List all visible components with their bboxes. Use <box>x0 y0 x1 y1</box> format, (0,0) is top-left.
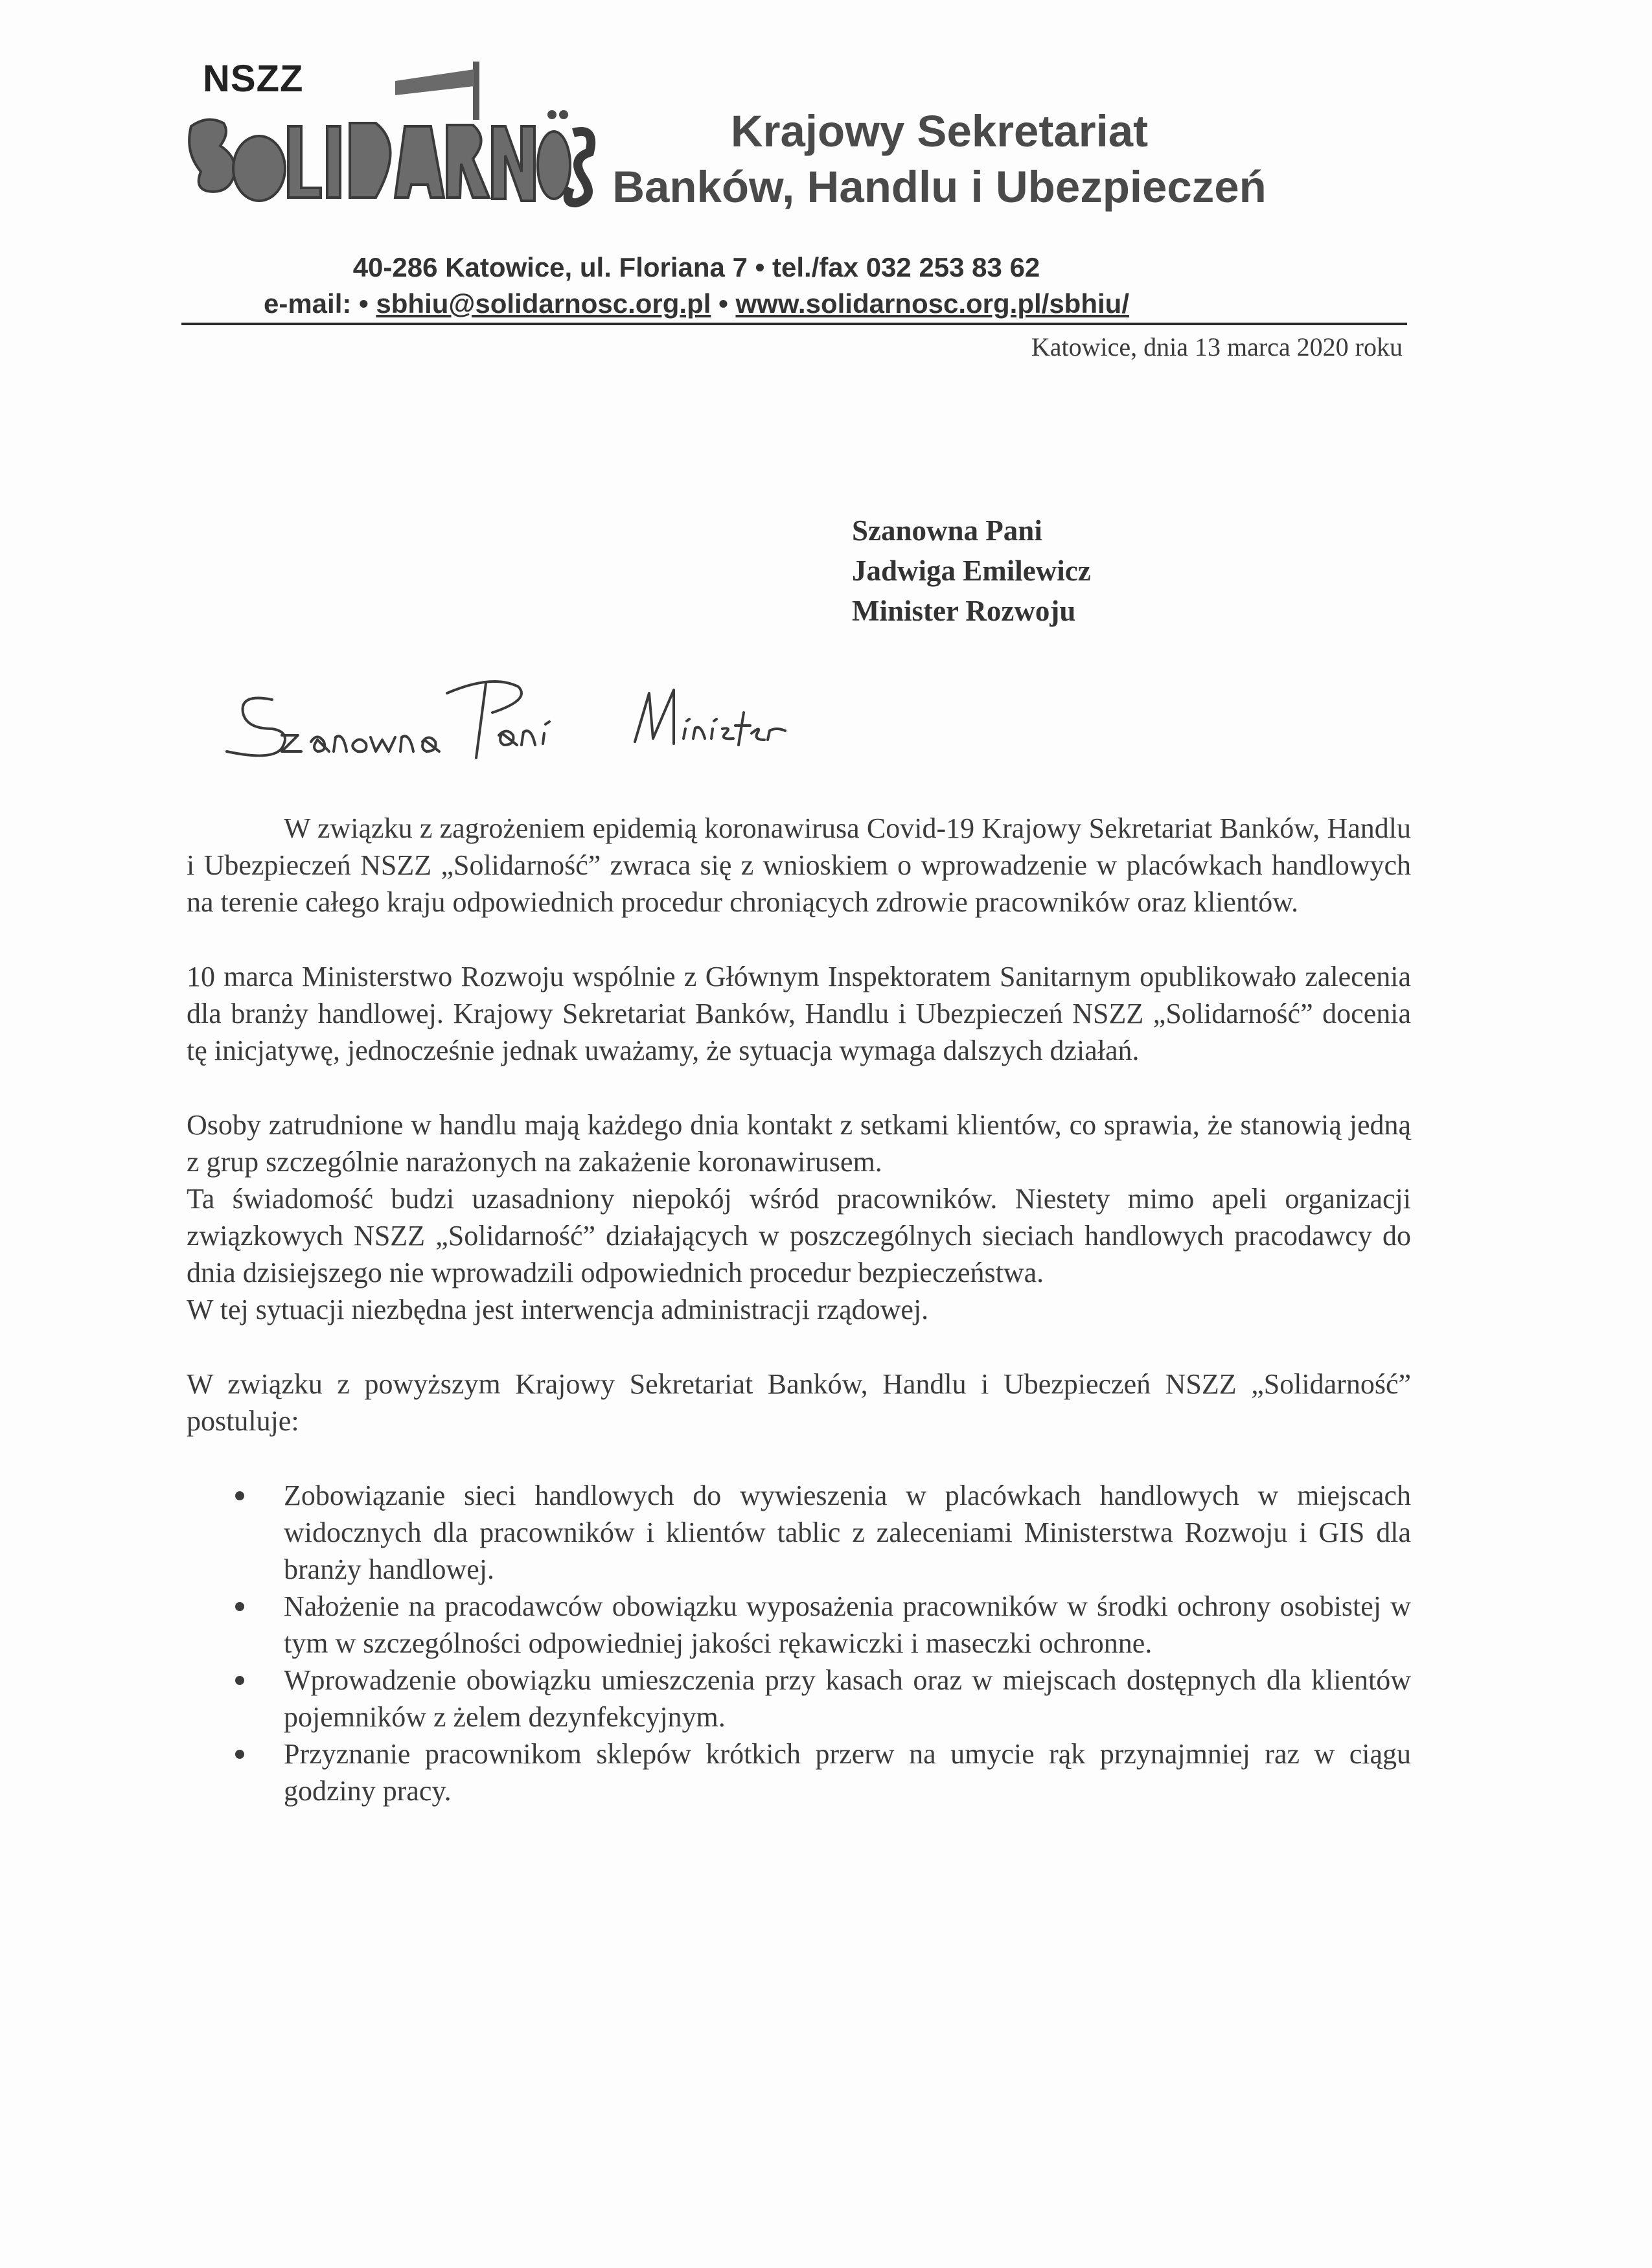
paragraph-3b: Ta świadomość budzi uzasadniony niepokój wśród pracowników. Niestety mimo apeli organizacji związkowych NSZZ „Solidarność” działających w poszczególnych sieciach handlowych pracodawcy do dnia dzisiejszego nie wprowadzili odpowiednich procedur bezpieczeństwa. <box>187 1183 1411 1289</box>
bullet-icon <box>235 1676 244 1685</box>
organization-name <box>583 104 1296 215</box>
list-item <box>187 1662 1411 1735</box>
organization-name-line1: Krajowy Sekretariat <box>730 106 1149 156</box>
bullet-icon <box>235 1602 244 1611</box>
email-prefix: e-mail: • <box>263 288 369 319</box>
email-link[interactable]: sbhiu@solidarnosc.org.pl <box>376 288 711 319</box>
list-item <box>187 1477 1411 1588</box>
contact-separator: • <box>718 288 728 319</box>
addressee-salutation: Szanowna Pani <box>852 514 1042 547</box>
handwritten-salutation <box>220 667 816 777</box>
addressee-name: Jadwiga Emilewicz <box>852 555 1091 587</box>
website-link[interactable]: www.solidarnosc.org.pl/sbhiu/ <box>735 288 1129 319</box>
email-web-line <box>181 286 1211 322</box>
list-item <box>187 1735 1411 1809</box>
paragraph-4: W związku z powyższym Krajowy Sekretariat Banków, Handlu i Ubezpieczeń NSZZ „Solidarność” postuluje: <box>187 1368 1411 1437</box>
demand-text: Nałożenie na pracodawców obowiązku wyposażenia pracowników w środki ochrony osobistej w tym w szczególności odpowiedniej jakości rękawiczki i maseczki ochronne. <box>284 1590 1411 1659</box>
letter-body <box>187 810 1411 1809</box>
addressee-title: Minister Rozwoju <box>852 595 1076 627</box>
demand-text: Wprowadzenie obowiązku umieszczenia przy kasach oraz w miejscach dostępnych dla klientów pojemników z żelem dezynfekcyjnym. <box>284 1664 1411 1733</box>
bullet-icon <box>235 1750 244 1759</box>
paragraph-3a: Osoby zatrudnione w handlu mają każdego dnia kontakt z setkami klientów, co sprawia, że stanowią jedną z grup szczególnie narażonych na zakażenie koronawirusem. <box>187 1109 1411 1178</box>
demand-text: Zobowiązanie sieci handlowych do wywieszenia w placówkach handlowych w miejscach widocznych dla pracowników i klientów tablic z zaleceniami Ministerstwa Rozwoju i GIS dla branży handlowej. <box>284 1480 1411 1585</box>
letterhead <box>0 0 1652 363</box>
organization-name-line2: Banków, Handlu i Ubezpieczeń <box>612 162 1267 212</box>
date-line: Katowice, dnia 13 marca 2020 roku <box>1031 332 1403 361</box>
address-line: 40-286 Katowice, ul. Floriana 7 • tel./fax 032 253 83 62 <box>352 252 1040 282</box>
bullet-icon <box>235 1491 244 1500</box>
handwritten-salutation-graphic <box>220 667 816 777</box>
paragraph-2: 10 marca Ministerstwo Rozwoju wspólnie z Głównym Inspektoratem Sanitarnym opublikowało zalecenia dla branży handlowej. Krajowy Sekretariat Banków, Handlu i Ubezpieczeń NSZZ „Solidarność” docenia tę inicjatywę, jednocześnie jednak uważamy, że sytuacja wymaga dalszych działań. <box>187 961 1411 1066</box>
contact-block <box>181 249 1211 322</box>
paragraph-3c: W tej sytuacji niezbędna jest interwencja administracji rządowej. <box>187 1294 929 1325</box>
list-item <box>187 1588 1411 1662</box>
logo-nszz-label: NSZZ <box>203 58 304 100</box>
demands-list <box>187 1477 1411 1809</box>
demand-text: Przyznanie pracownikom sklepów krótkich przerw na umycie rąk przynajmniej raz w ciągu godziny pracy. <box>284 1738 1411 1807</box>
addressee-block <box>852 510 1091 631</box>
letterhead-divider <box>181 323 1407 325</box>
paragraph-1: W związku z zagrożeniem epidemią koronawirusa Covid-19 Krajowy Sekretariat Banków, Handlu i Ubezpieczeń NSZZ „Solidarność” zwraca się z wnioskiem o wprowadzenie w placówkach handlowych na terenie całego kraju odpowiednich procedur chroniących zdrowie pracowników oraz klientów. <box>187 812 1411 918</box>
